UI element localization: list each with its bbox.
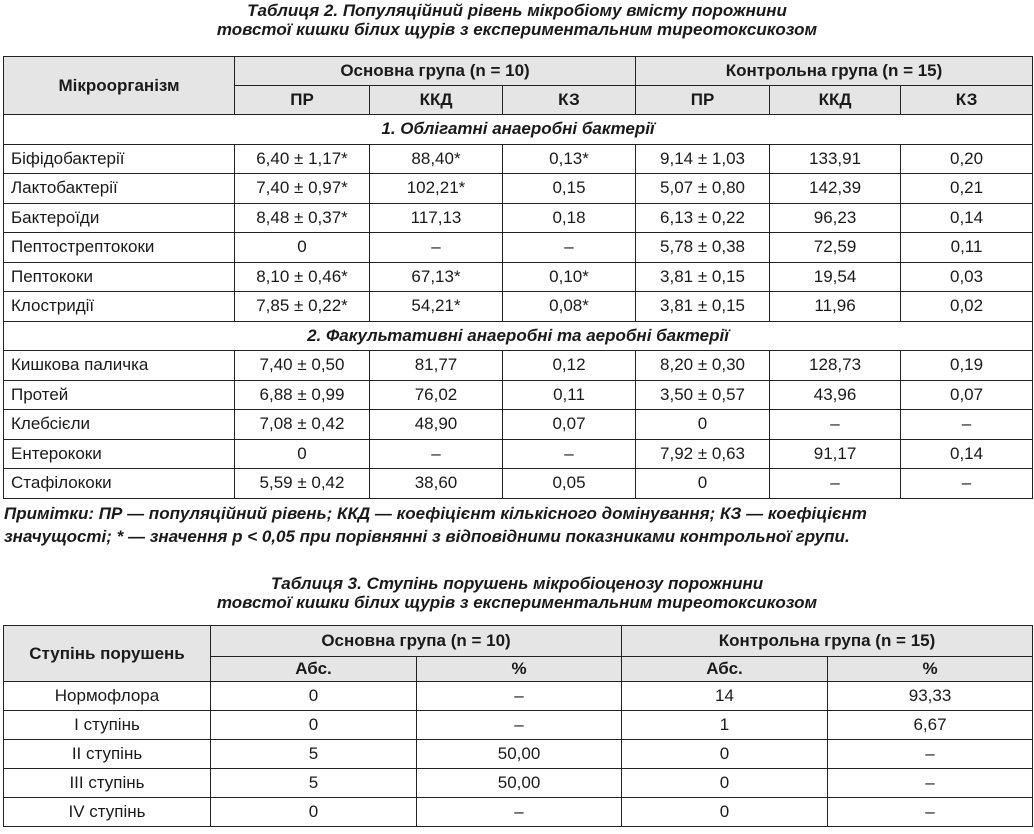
table3-caption-line1: Таблиця 3. Ступінь порушень мікробіоценозу порожнини xyxy=(270,574,764,593)
header-control-group: Контрольна група (n = 15) xyxy=(636,57,1033,86)
table-cell: 88,40* xyxy=(370,144,503,174)
table-cell: 6,88 ± 0,99 xyxy=(235,380,370,410)
table-cell: – xyxy=(770,410,901,440)
table-cell: 19,54 xyxy=(770,262,901,292)
notes-line1: Примітки: ПР — популяційний рівень; ККД — коефіцієнт кількісного домінування; КЗ — коефіцієнт xyxy=(4,504,867,523)
table-cell: 0,12 xyxy=(503,351,636,381)
table-cell: 96,23 xyxy=(770,203,901,233)
table3 xyxy=(3,625,1033,827)
table-cell: 0,11 xyxy=(901,233,1033,263)
subheader-abs: Абс. xyxy=(211,657,417,682)
table-cell: 91,17 xyxy=(770,439,901,469)
table3-caption xyxy=(0,574,1034,612)
table-cell: 67,13* xyxy=(370,262,503,292)
section-title: 2. Факультативні анаеробні та аеробні бактерії xyxy=(4,321,1033,351)
organism-name: Кишкова паличка xyxy=(4,351,235,381)
subheader-pr: ПР xyxy=(636,86,770,115)
organism-name: Клостридії xyxy=(4,292,235,322)
organism-name: Стафілококи xyxy=(4,469,235,499)
organism-name: Ентерококи xyxy=(4,439,235,469)
table2-header-row xyxy=(4,57,1033,86)
section-row xyxy=(4,115,1033,145)
table-cell: – xyxy=(503,233,636,263)
header-degree: Ступінь порушень xyxy=(4,626,211,682)
table2-notes xyxy=(4,502,1030,548)
table-cell: 72,59 xyxy=(770,233,901,263)
table-cell: 43,96 xyxy=(770,380,901,410)
table-cell: 0,05 xyxy=(503,469,636,499)
table-cell: 3,50 ± 0,57 xyxy=(636,380,770,410)
table-cell: 54,21* xyxy=(370,292,503,322)
table-row xyxy=(4,203,1033,233)
organism-name: Лактобактерії xyxy=(4,174,235,204)
table-cell: 6,67 xyxy=(828,711,1033,740)
table-cell: 0 xyxy=(622,769,828,798)
table2 xyxy=(3,56,1033,499)
table-cell: 0,20 xyxy=(901,144,1033,174)
table-cell: 5,07 ± 0,80 xyxy=(636,174,770,204)
table-cell: 0 xyxy=(211,682,417,711)
table-cell: – xyxy=(901,410,1033,440)
table-cell: 0,21 xyxy=(901,174,1033,204)
header-control-group: Контрольна група (n = 15) xyxy=(622,626,1033,657)
table2-caption-line2: товстої кишки білих щурів з експериментальним тиреотоксикозом xyxy=(216,20,818,39)
degree-name: I ступінь xyxy=(4,711,211,740)
table-row xyxy=(4,740,1033,769)
table-cell: – xyxy=(828,798,1033,827)
table-cell: 50,00 xyxy=(417,740,622,769)
table-cell: 6,40 ± 1,17* xyxy=(235,144,370,174)
table2-caption xyxy=(0,1,1034,39)
organism-name: Пептострептококи xyxy=(4,233,235,263)
table2-body xyxy=(4,115,1033,499)
table-row xyxy=(4,682,1033,711)
table-cell: 5,59 ± 0,42 xyxy=(235,469,370,499)
table-cell: 0 xyxy=(211,798,417,827)
table-cell: 133,91 xyxy=(770,144,901,174)
table-row xyxy=(4,798,1033,827)
degree-name: IV ступінь xyxy=(4,798,211,827)
table-cell: 0,02 xyxy=(901,292,1033,322)
table-row xyxy=(4,144,1033,174)
table-cell: 0 xyxy=(211,711,417,740)
table-cell: – xyxy=(901,469,1033,499)
table-cell: 7,40 ± 0,97* xyxy=(235,174,370,204)
table-cell: 6,13 ± 0,22 xyxy=(636,203,770,233)
table-row xyxy=(4,469,1033,499)
table3-body xyxy=(4,682,1033,827)
organism-name: Пептококи xyxy=(4,262,235,292)
table-cell: 0,07 xyxy=(901,380,1033,410)
subheader-percent: % xyxy=(417,657,622,682)
table-cell: – xyxy=(417,711,622,740)
table-cell: 0,13* xyxy=(503,144,636,174)
section-row xyxy=(4,321,1033,351)
table-cell: 0 xyxy=(235,439,370,469)
table-cell: – xyxy=(770,469,901,499)
table-cell: 117,13 xyxy=(370,203,503,233)
table-cell: 8,20 ± 0,30 xyxy=(636,351,770,381)
table-cell: 11,96 xyxy=(770,292,901,322)
table-cell: 0,08* xyxy=(503,292,636,322)
table-cell: 102,21* xyxy=(370,174,503,204)
table-cell: 0 xyxy=(622,740,828,769)
table-cell: 48,90 xyxy=(370,410,503,440)
table-cell: 0,19 xyxy=(901,351,1033,381)
table-row xyxy=(4,292,1033,322)
table-cell: 8,48 ± 0,37* xyxy=(235,203,370,233)
table-cell: – xyxy=(370,233,503,263)
degree-name: III ступінь xyxy=(4,769,211,798)
subheader-kkd: ККД xyxy=(770,86,901,115)
organism-name: Протей xyxy=(4,380,235,410)
subheader-pr: ПР xyxy=(235,86,370,115)
table-cell: 0,03 xyxy=(901,262,1033,292)
table-cell: – xyxy=(417,682,622,711)
table-cell: 0,15 xyxy=(503,174,636,204)
table-row xyxy=(4,711,1033,740)
table-cell: 8,10 ± 0,46* xyxy=(235,262,370,292)
table-cell: 3,81 ± 0,15 xyxy=(636,292,770,322)
table-cell: 81,77 xyxy=(370,351,503,381)
notes-line2: значущості; * — значення р < 0,05 при порівнянні з відповідними показниками контрольної групи. xyxy=(4,527,850,546)
table-row xyxy=(4,351,1033,381)
header-main-group: Основна група (n = 10) xyxy=(235,57,636,86)
table-cell: 0,14 xyxy=(901,439,1033,469)
table-cell: 0,07 xyxy=(503,410,636,440)
table-cell: – xyxy=(370,439,503,469)
table-row xyxy=(4,439,1033,469)
table3-header-row xyxy=(4,626,1033,657)
table-cell: 9,14 ± 1,03 xyxy=(636,144,770,174)
table-row xyxy=(4,233,1033,263)
table-cell: 5,78 ± 0,38 xyxy=(636,233,770,263)
table-cell: 0 xyxy=(636,469,770,499)
table-row xyxy=(4,769,1033,798)
header-main-group: Основна група (n = 10) xyxy=(211,626,622,657)
table-row xyxy=(4,410,1033,440)
table-cell: – xyxy=(828,769,1033,798)
subheader-kz: КЗ xyxy=(901,86,1033,115)
table-cell: 0 xyxy=(235,233,370,263)
table-row xyxy=(4,380,1033,410)
section-title: 1. Облігатні анаеробні бактерії xyxy=(4,115,1033,145)
subheader-kz: КЗ xyxy=(503,86,636,115)
table-cell: 1 xyxy=(622,711,828,740)
table-cell: 128,73 xyxy=(770,351,901,381)
degree-name: II ступінь xyxy=(4,740,211,769)
subheader-abs: Абс. xyxy=(622,657,828,682)
organism-name: Біфідобактерії xyxy=(4,144,235,174)
subheader-kkd: ККД xyxy=(370,86,503,115)
table-cell: 0,10* xyxy=(503,262,636,292)
subheader-percent: % xyxy=(828,657,1033,682)
organism-name: Клебсієли xyxy=(4,410,235,440)
degree-name: Нормофлора xyxy=(4,682,211,711)
table-cell: 93,33 xyxy=(828,682,1033,711)
table-cell: 50,00 xyxy=(417,769,622,798)
table-row xyxy=(4,174,1033,204)
table-cell: 7,85 ± 0,22* xyxy=(235,292,370,322)
organism-name: Бактероїди xyxy=(4,203,235,233)
table-cell: 7,92 ± 0,63 xyxy=(636,439,770,469)
table-cell: 0,11 xyxy=(503,380,636,410)
table-cell: 14 xyxy=(622,682,828,711)
table-cell: 3,81 ± 0,15 xyxy=(636,262,770,292)
table-cell: 0 xyxy=(622,798,828,827)
table-cell: 76,02 xyxy=(370,380,503,410)
table2-caption-line1: Таблиця 2. Популяційний рівень мікробіому вмісту порожнини xyxy=(247,1,787,20)
table-cell: – xyxy=(503,439,636,469)
table-cell: 142,39 xyxy=(770,174,901,204)
table-cell: 7,08 ± 0,42 xyxy=(235,410,370,440)
table-cell: 0 xyxy=(636,410,770,440)
table-cell: 38,60 xyxy=(370,469,503,499)
table-row xyxy=(4,262,1033,292)
header-organism: Мікроорганізм xyxy=(4,57,235,115)
table-cell: 0,14 xyxy=(901,203,1033,233)
table-cell: – xyxy=(828,740,1033,769)
table-cell: 5 xyxy=(211,769,417,798)
table3-caption-line2: товстої кишки білих щурів з експериментальним тиреотоксикозом xyxy=(216,593,818,612)
table-cell: – xyxy=(417,798,622,827)
table-cell: 5 xyxy=(211,740,417,769)
table-cell: 0,18 xyxy=(503,203,636,233)
table-cell: 7,40 ± 0,50 xyxy=(235,351,370,381)
